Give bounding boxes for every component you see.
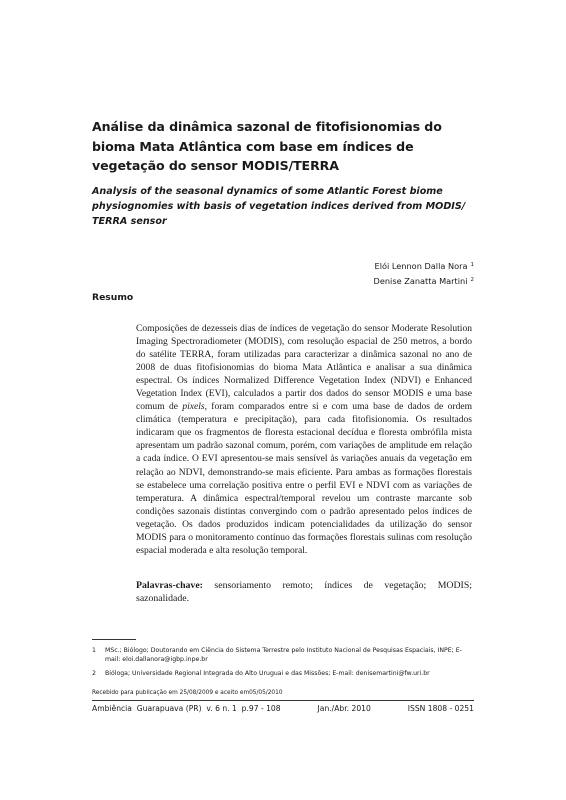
abstract-paragraph [136, 322, 472, 557]
footnotes [92, 646, 474, 682]
footer-journal-citation: Ambiência Guarapuava (PR) v. 6 n. 1 p.97 - 108 [92, 704, 281, 713]
author [374, 259, 474, 274]
footnote-number: 1 [92, 647, 96, 654]
footer-divider [92, 700, 474, 701]
received-date-note: Recebido para publicação em 25/08/2009 e aceito em05/05/2010 [92, 690, 283, 696]
author-affiliation-marker: 2 [470, 277, 474, 283]
abstract-italic-term: pixels [182, 401, 205, 413]
title-english: Analysis of the seasonal dynamics of some Atlantic Forest biome physiognomies with basis of vegetation indices derived from MODIS/ TERRA sensor [92, 186, 466, 227]
abstract-text: , foram comparados entre si e com uma base de dados de ordem climática (temperatura e precipitação), para cada fitofisionomia. Os resultados indicaram que os fragmentos de floresta estacional decídua e floresta ombrófila mista apresentam um padrão sazonal comum, porém, com variações de amplitude em relação a cada índice. O EVI apresentou-se mais sensível às variações anuais da vegetação em relação ao NDVI, demonstrando-se mais eficiente. Para ambas as formações florestais se estabelece uma correlação positiva entre o perfil EVI e NDVI com as variações de temperatura. A dinâmica espectral/temporal revelou um contraste marcante sob condições sazonais distintas convergindo com o padrão apresentado pelos índices de vegetação. Os dados produzidos indicam potencialidades da utilização do sensor MODIS para o monitoramento contínuo das formações florestais sulinas com resolução espacial moderada e alta resolução temporal. [136, 401, 473, 556]
footnote-text: MSc.; Biólogo; Doutorando em Ciência do Sistema Terrestre pelo Instituto Nacional de Pesquisas Espaciais, INPE; E-mail: eloi.dallanora@igbp.inpe.br [105, 647, 462, 664]
author [374, 274, 474, 289]
abstract-body [136, 322, 472, 557]
footer-issue-date: Jan./Abr. 2010 [317, 704, 371, 713]
author-name: Elói Lennon Dalla Nora [374, 261, 468, 271]
author-list [374, 259, 474, 289]
page-footer [92, 704, 474, 713]
footnote [92, 646, 474, 665]
author-name: Denise Zanatta Martini [373, 276, 468, 286]
keywords [136, 579, 472, 606]
section-heading-resumo: Resumo [92, 292, 134, 303]
footnote-number: 2 [92, 669, 96, 677]
keywords-text: sensoriamento remoto; índices de vegetação; MODIS; sazonalidade. [136, 580, 472, 605]
footnote-text: Bióloga; Universidade Regional Integrada do Alto Uruguai e das Missões; E-mail: denisemartini@fw.uri.br [105, 669, 430, 677]
footer-issn: ISSN 1808 - 0251 [407, 704, 474, 713]
footnote [92, 669, 474, 678]
abstract-text: Composições de dezesseis dias de índices de vegetação do sensor Moderate Resolution Imaging Spectroradiometer (MODIS), com resolução espacial de 250 metros, a bordo do satélite TERRA, foram utilizadas para caracterizar a dinâmica sazonal no ano de 2008 de duas fitofisionomias do bioma Mata Atlântica e analisar a sua dinâmica espectral. Os índices Normalized Difference Vegetation Index (NDVI) e Enhanced Vegetation Index (EVI), calculados a partir dos dados do sensor MODIS e uma base comum de [136, 323, 472, 413]
keywords-label: Palavras-chave: [136, 580, 203, 591]
footnote-divider [92, 639, 136, 640]
author-affiliation-marker: 1 [470, 262, 474, 268]
title-portuguese: Análise da dinâmica sazonal de fitofisionomias do bioma Mata Atlântica com base em índices de vegetação do sensor MODIS/TERRA [92, 119, 442, 173]
